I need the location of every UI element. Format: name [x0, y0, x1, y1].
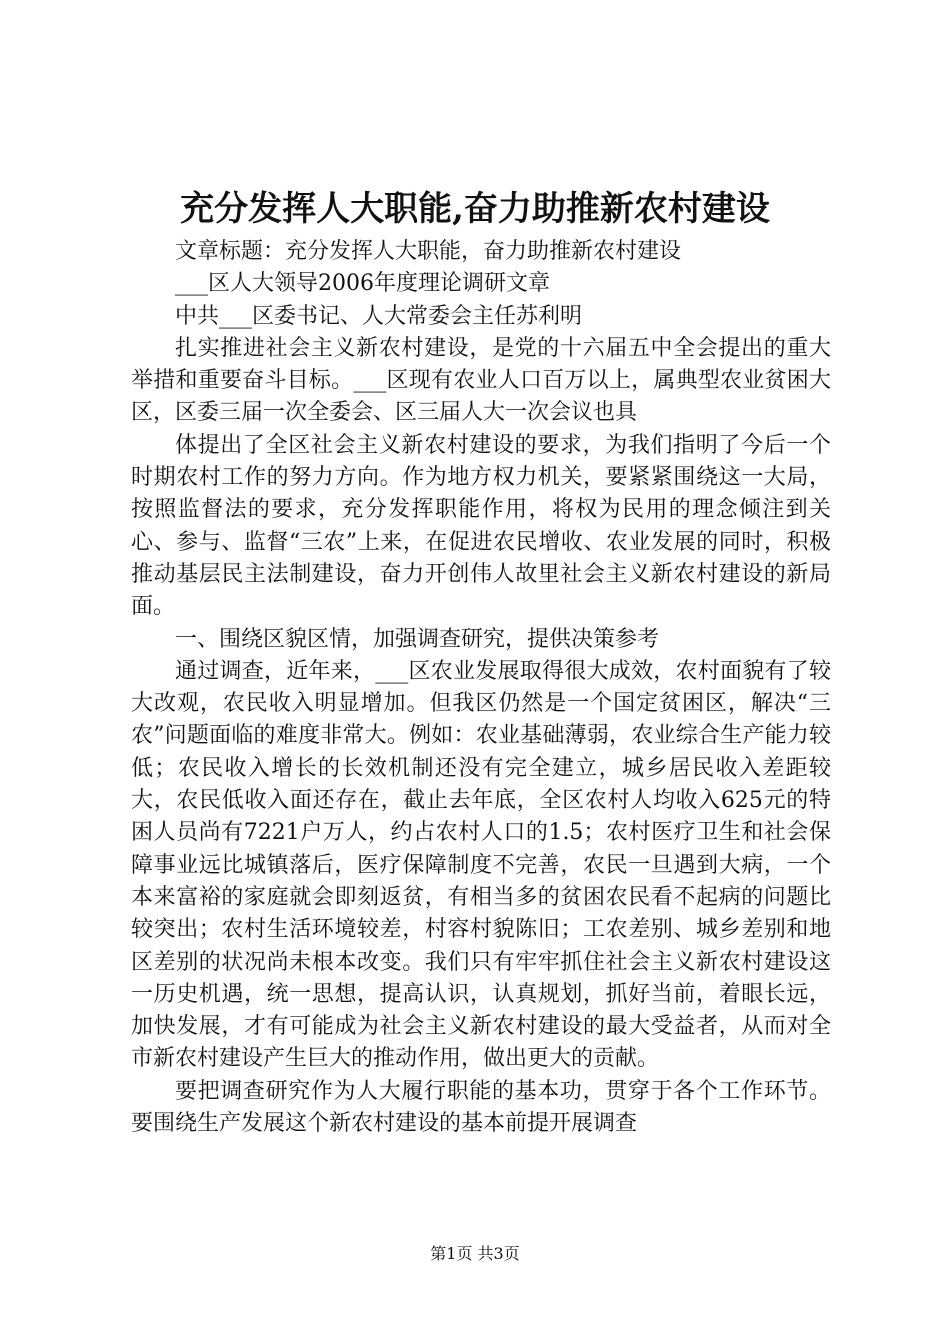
body-paragraph: 扎实推进社会主义新农村建设，是党的十六届五中全会提出的重大举措和重要奋斗目标。___区现有农业人口百万以上，属典型农业贫困大区，区委三届一次全委会、区三届人大一次会议也具	[131, 335, 831, 426]
article-source-line: ___区人大领导2006年度理论调研文章	[175, 271, 550, 297]
page-footer: 第1页 共3页	[430, 1244, 520, 1263]
body-paragraph: 要把调查研究作为人大履行职能的基本功，贯穿于各个工作环节。要围绕生产发展这个新农村建设的基本前提开展调查	[131, 1078, 831, 1137]
author-line: 中共___区委书记、人大常委会主任苏利明	[175, 303, 583, 329]
body-paragraph: 体提出了全区社会主义新农村建设的要求，为我们指明了今后一个时期农村工作的努力方向。作为地方权力机关，要紧紧围绕这一大局，按照监督法的要求，充分发挥职能作用，将权为民用的理念倾注到关心、参与、监督“三农”上来，在促进农民增收、农业发展的同时，积极推动基层民主法制建设，奋力开创伟人故里社会主义新农村建设的新局面。	[131, 432, 831, 620]
article-title-line: 文章标题：充分发挥人大职能，奋力助推新农村建设	[175, 239, 682, 264]
body-paragraph: 通过调查，近年来，___区农业发展取得很大成效，农村面貌有了较大改观，农民收入明显增加。但我区仍然是一个国定贫困区，解决“三农”问题面临的难度非常大。例如：农业基础薄弱，农业综合生产能力较低；农民收入增长的长效机制还没有完全建立，城乡居民收入差距较大，农民低收入面还存在，截止去年底，全区农村人均收入625元的特困人员尚有7221户万人，约占农村人口的1.5；农村医疗卫生和社会保障事业远比城镇落后，医疗保障制度不完善，农民一旦遇到大病，一个本来富裕的家庭就会即刻返贫，有相当多的贫困农民看不起病的问题比较突出；农村生活环境较差，村容村貌陈旧；工农差别、城乡差别和地区差别的状况尚未根本改变。我们只有牢牢抓住社会主义新农村建设这一历史机遇，统一思想，提高认识，认真规划，抓好当前，着眼长远，加快发展，才有可能成为社会主义新农村建设的最大受益者，从而对全市新农村建设产生巨大的推动作用，做出更大的贡献。	[131, 658, 831, 1072]
document-title: 充分发挥人大职能,奋力助推新农村建设	[180, 189, 770, 229]
document-body	[131, 236, 831, 1140]
section-heading: 一、围绕区貌区情，加强调查研究，提供决策参考	[175, 626, 660, 652]
